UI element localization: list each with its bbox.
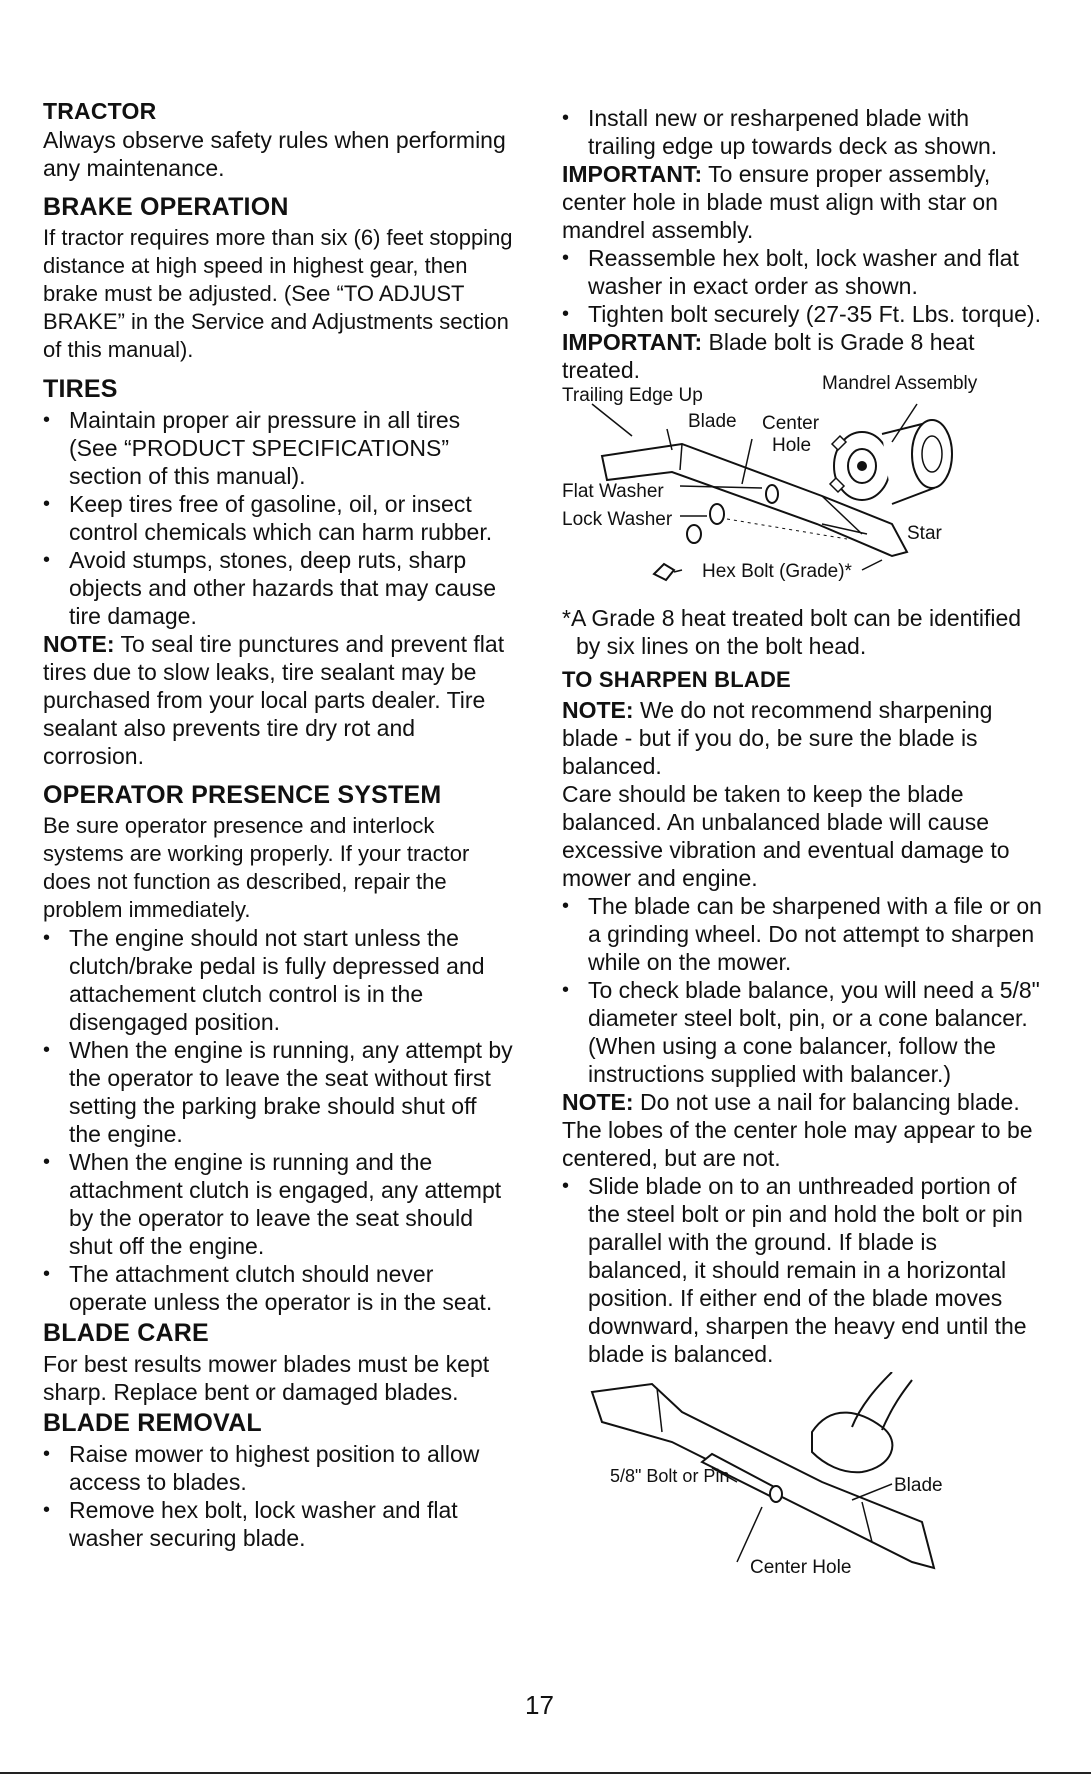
- note-text: To seal tire punctures and prevent flat tires due to slow leaks, tire sealant may be purchased from your local parts dealer. Tire sealant also prevents tire dry rot and corrosion.: [43, 631, 505, 769]
- brake-text: If tractor requires more than six (6) feet stopping distance at high speed in highest gear, then brake must be adjusted. (See “TO ADJUST BRAKE” in the Service and Adjustments section of this manual).: [43, 225, 513, 362]
- page-number: 17: [525, 1690, 554, 1720]
- caption-line: by six lines on the bolt head.: [576, 633, 867, 659]
- ops-text: Be sure operator presence and interlock systems are working properly. If your tractor does not function as described, repair the problem immediately.: [43, 813, 470, 922]
- note-text: We do not recommend sharpening blade - but if you do, be sure the blade is balanced.: [562, 697, 993, 779]
- removal-list: [43, 1440, 513, 1552]
- blade-care-heading: BLADE CARE: [43, 1319, 209, 1347]
- list-item: • Slide blade on to an unthreaded portion of the steel bolt or pin and hold the bolt or pin parallel with the ground. If blade is balanced, it should remain in a horizontal position. If either end of the blade moves downward, sharpen the heavy end until the blade is balanced.: [562, 1172, 1042, 1368]
- list-item: • Avoid stumps, stones, deep ruts, sharp objects and other hazards that may cause tire damage.: [43, 546, 513, 630]
- caption-line: *A Grade 8 heat treated bolt can be identified: [562, 605, 1022, 631]
- list-item: • The blade can be sharpened with a file or on a grinding wheel. Do not attempt to sharpen while on the mower.: [562, 892, 1042, 976]
- tires-heading: TIRES: [43, 375, 118, 403]
- tractor-text: Always observe safety rules when performing any maintenance.: [43, 127, 506, 181]
- list-item: • Maintain proper air pressure in all tires (See “PRODUCT SPECIFICATIONS” section of this manual).: [43, 406, 513, 490]
- right-column: [562, 104, 1042, 1582]
- ops-heading: OPERATOR PRESENCE SYSTEM: [43, 781, 442, 809]
- list-item: • The engine should not start unless the clutch/brake pedal is fully depressed and attachement clutch control is in the disengaged position.: [43, 924, 513, 1036]
- important-text: Blade bolt is Grade 8 heat treated.: [562, 329, 975, 383]
- list-item: • Install new or resharpened blade with trailing edge up towards deck as shown.: [562, 104, 1042, 160]
- lock-washer-label: Lock Washer: [562, 509, 673, 530]
- brake-heading: BRAKE OPERATION: [43, 193, 289, 221]
- list-item: • Tighten bolt securely (27-35 Ft. Lbs. torque).: [562, 300, 1042, 328]
- list-item: • When the engine is running and the attachment clutch is engaged, any attempt by the operator to leave the seat should shut off the engine.: [43, 1148, 513, 1260]
- nail-note: [562, 1088, 1042, 1172]
- hole-label: Hole: [772, 435, 812, 456]
- install-list: [562, 104, 1042, 160]
- list-item: • When the engine is running, any attempt by the operator to leave the seat without first setting the parking brake should shut off the engine.: [43, 1036, 513, 1148]
- hex-bolt-label: Hex Bolt (Grade)*: [702, 561, 852, 582]
- blade-label: Blade: [894, 1475, 943, 1496]
- tires-note: [43, 630, 513, 770]
- tractor-heading: TRACTOR: [43, 98, 157, 124]
- sharpen-note: [562, 696, 1042, 780]
- list-item: • Remove hex bolt, lock washer and flat washer securing blade.: [43, 1496, 513, 1552]
- list-item: • Reassemble hex bolt, lock washer and flat washer in exact order as shown.: [562, 244, 1042, 300]
- star-label: Star: [907, 523, 942, 544]
- blade-care-text: For best results mower blades must be kept sharp. Replace bent or damaged blades.: [43, 1351, 490, 1405]
- ops-list: [43, 924, 513, 1316]
- mandrel-label: Mandrel Assembly: [822, 373, 978, 394]
- tires-list: [43, 406, 513, 630]
- note-label: NOTE:: [562, 1089, 634, 1115]
- list-item: • The attachment clutch should never operate unless the operator is in the seat.: [43, 1260, 513, 1316]
- sharpen-text: Care should be taken to keep the blade balanced. An unbalanced blade will cause excessive vibration and eventual damage to mower and engine.: [562, 781, 1010, 891]
- blade-assembly-figure: [562, 373, 1032, 604]
- important-text: To ensure proper assembly, center hole in blade must align with star on mandrel assembly.: [562, 161, 998, 243]
- important-label: IMPORTANT:: [562, 329, 703, 355]
- trailing-edge-label: Trailing Edge Up: [562, 385, 703, 406]
- sharpen-heading: TO SHARPEN BLADE: [562, 667, 791, 692]
- blade-label: Blade: [688, 411, 737, 432]
- list-item: • Keep tires free of gasoline, oil, or insect control chemicals which can harm rubber.: [43, 490, 513, 546]
- important-assembly: [562, 160, 1042, 244]
- sharpen-list: [562, 892, 1042, 1088]
- figure-caption: [562, 604, 1042, 660]
- note-label: NOTE:: [43, 631, 115, 657]
- note-text: Do not use a nail for balancing blade. The lobes of the center hole may appear to be centered, but are not.: [562, 1089, 1033, 1171]
- center-label: Center: [762, 413, 820, 434]
- list-item: • Raise mower to highest position to allow access to blades.: [43, 1440, 513, 1496]
- blade-balance-figure: [562, 1372, 1032, 1582]
- blade-removal-heading: BLADE REMOVAL: [43, 1409, 262, 1437]
- list-item: • To check blade balance, you will need a 5/8" diameter steel bolt, pin, or a cone balancer. (When using a cone balancer, follow the instructions supplied with balancer.): [562, 976, 1042, 1088]
- left-column: [43, 96, 513, 1552]
- balance-list: [562, 1172, 1042, 1368]
- reassemble-list: [562, 244, 1042, 328]
- bolt-pin-label: 5/8" Bolt or Pin: [610, 1466, 730, 1486]
- bottom-rule: [0, 1772, 1091, 1774]
- center-hole-label: Center Hole: [750, 1557, 852, 1578]
- important-label: IMPORTANT:: [562, 161, 703, 187]
- note-label: NOTE:: [562, 697, 634, 723]
- flat-washer-label: Flat Washer: [562, 481, 664, 502]
